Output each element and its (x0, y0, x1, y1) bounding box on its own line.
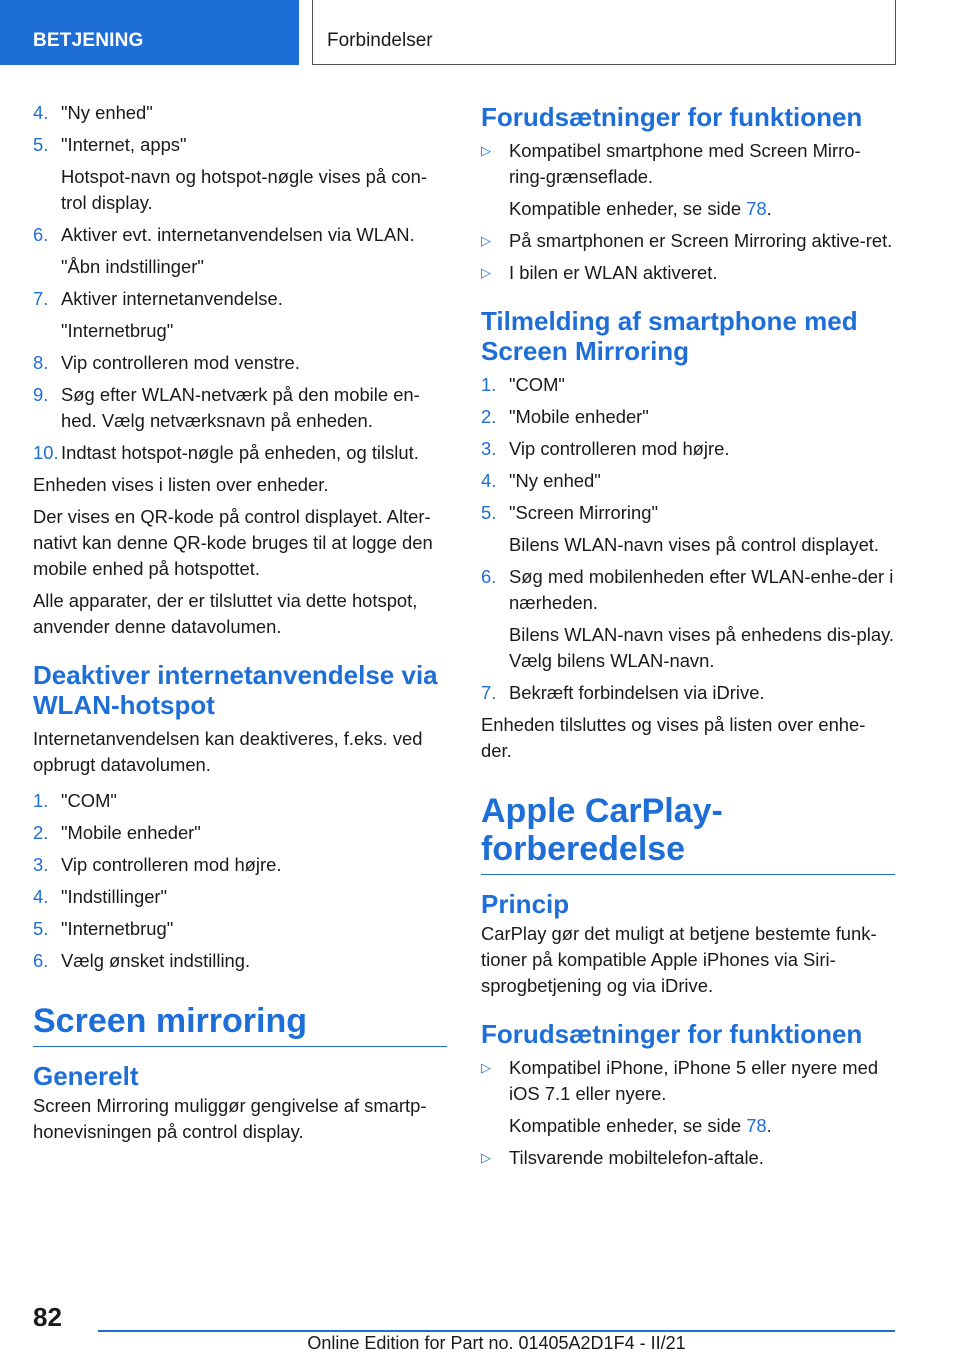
section-heading: Tilmelding af smartphone med Screen Mirroring (481, 306, 858, 366)
step-item (33, 132, 447, 158)
step-item (33, 788, 447, 814)
step-text: "Indstillinger" (61, 886, 168, 907)
footer-divider (98, 1330, 895, 1332)
page-reference-link[interactable]: 78 (746, 1115, 767, 1136)
step-subtext: Bilens WLAN-navn vises på enhedens dis-play. Vælg bilens WLAN-navn. (509, 624, 895, 671)
step-text: "Internetbrug" (61, 918, 174, 939)
step-item (481, 404, 895, 430)
step-number: 3. (33, 854, 49, 875)
footer-edition: Online Edition for Part no. 01405A2D1F4 - II/21 (307, 1333, 686, 1353)
step-number: 10. (33, 442, 59, 463)
section-heading: Forudsætninger for funktionen (481, 1019, 863, 1049)
step-item (481, 564, 895, 616)
paragraph: Enheden tilsluttes og vises på listen over enhe-der. (481, 714, 866, 761)
section-heading: Princip (481, 889, 570, 919)
step-number: 8. (33, 352, 49, 373)
right-column (481, 100, 895, 1177)
triangle-right-icon: ▷ (481, 265, 491, 280)
step-subtext: "Åbn indstillinger" (61, 256, 204, 277)
register-steps-list (481, 372, 895, 706)
section-heading: Forudsætninger for funktionen (481, 102, 863, 132)
step-text: "COM" (61, 790, 117, 811)
step-item (33, 286, 447, 312)
section-heading: Generelt (33, 1061, 139, 1091)
step-number: 6. (481, 566, 497, 587)
step-number: 4. (33, 886, 49, 907)
step-text: "Screen Mirroring" (509, 502, 658, 523)
step-item (481, 372, 895, 398)
header-chapter-tab (312, 0, 896, 65)
bullet-subtext: Kompatible enheder, se side 78. (509, 1115, 772, 1136)
step-item (481, 500, 895, 526)
step-number: 5. (33, 918, 49, 939)
triangle-right-icon: ▷ (481, 233, 491, 248)
step-number: 1. (481, 374, 497, 395)
page-reference-link[interactable]: 78 (746, 198, 767, 219)
bullet-subtext: Kompatible enheder, se side 78. (509, 198, 772, 219)
step-number: 6. (33, 950, 49, 971)
bullet-item: ▷ Kompatibel smartphone med Screen Mirro-ring-grænseflade. (481, 140, 861, 187)
deactivate-steps-list (33, 788, 447, 974)
bullet-item: ▷ Tilsvarende mobiltelefon-aftale. (481, 1145, 895, 1171)
step-item (481, 468, 895, 494)
step-number: 1. (33, 790, 49, 811)
step-text: Aktiver evt. internetanvendelsen via WLAN. (61, 224, 415, 245)
step-number: 4. (481, 470, 497, 491)
bullet-item: ▷ På smartphonen er Screen Mirroring aktive-ret. (481, 228, 895, 254)
step-text: Aktiver internetanvendelse. (61, 288, 283, 309)
step-text: Vip controlleren mod højre. (509, 438, 730, 459)
paragraph: Internetanvendelsen kan deaktiveres, f.eks. ved opbrugt datavolumen. (33, 728, 423, 775)
step-text: "Ny enhed" (509, 470, 601, 491)
step-item (33, 884, 447, 910)
step-item (33, 948, 447, 974)
step-number: 6. (33, 224, 49, 245)
step-text: Søg efter WLAN-netværk på den mobile en-hed. Vælg netværksnavn på enheden. (61, 384, 420, 431)
step-item (481, 436, 895, 462)
step-subtext: "Internetbrug" (61, 320, 174, 341)
step-item (33, 852, 447, 878)
step-number: 9. (33, 384, 49, 405)
step-number: 7. (481, 682, 497, 703)
step-item (481, 680, 895, 706)
left-column (33, 100, 447, 1151)
header-section-label: BETJENING (33, 30, 144, 51)
step-text: Vip controlleren mod højre. (61, 854, 282, 875)
triangle-right-icon: ▷ (481, 143, 491, 158)
step-number: 3. (481, 438, 497, 459)
step-number: 2. (33, 822, 49, 843)
step-text: "COM" (509, 374, 565, 395)
chapter-heading: Apple CarPlay-forberedelse (481, 792, 895, 875)
triangle-right-icon: ▷ (481, 1150, 491, 1165)
step-text: Vælg ønsket indstilling. (61, 950, 251, 971)
paragraph: Screen Mirroring muliggør gengivelse af smartp-honevisningen på control display. (33, 1095, 427, 1142)
paragraph: CarPlay gør det muligt at betjene bestemte funk-tioner på kompatible Apple iPhones via Siri-sprogbetjening og via iDrive. (481, 923, 877, 996)
step-subtext: Hotspot-navn og hotspot-nøgle vises på con-trol display. (61, 166, 427, 213)
step-number: 4. (33, 102, 49, 123)
step-item (33, 350, 447, 376)
step-text: Søg med mobilenheden efter WLAN-enhe-der i nærheden. (509, 566, 894, 613)
step-subtext: Bilens WLAN-navn vises på control displayet. (509, 534, 880, 555)
section-heading: Deaktiver internetanvendelse via WLAN-hotspot (33, 660, 438, 720)
bullet-item: ▷ Kompatibel iPhone, iPhone 5 eller nyere med iOS 7.1 eller nyere. (481, 1057, 879, 1104)
step-number: 7. (33, 288, 49, 309)
header-section-tab (0, 0, 299, 65)
step-item (33, 820, 447, 846)
step-text: "Mobile enheder" (61, 822, 201, 843)
step-number: 5. (481, 502, 497, 523)
step-item (33, 382, 447, 434)
paragraph: Enheden vises i listen over enheder. (33, 474, 329, 495)
step-text: Vip controlleren mod venstre. (61, 352, 300, 373)
hotspot-steps-list (33, 100, 447, 466)
step-text: "Internet, apps" (61, 134, 187, 155)
step-text: "Ny enhed" (61, 102, 153, 123)
page-number: 82 (33, 1302, 62, 1332)
paragraph: Der vises en QR-kode på control displayet. Alter-nativt kan denne QR-kode bruges til at logge den mobile enhed på hotspottet. (33, 506, 433, 579)
step-item (33, 440, 447, 466)
step-item (33, 916, 447, 942)
triangle-right-icon: ▷ (481, 1060, 491, 1075)
step-number: 5. (33, 134, 49, 155)
paragraph: Alle apparater, der er tilsluttet via dette hotspot, anvender denne datavolumen. (33, 590, 418, 637)
bullet-item: ▷ I bilen er WLAN aktiveret. (481, 260, 895, 286)
chapter-heading: Screen mirroring (33, 1002, 447, 1047)
step-number: 2. (481, 406, 497, 427)
step-item (33, 222, 447, 248)
header-chapter-label: Forbindelser (327, 30, 433, 51)
step-text: Bekræft forbindelsen via iDrive. (509, 682, 765, 703)
step-item (33, 100, 447, 126)
step-text: "Mobile enheder" (509, 406, 649, 427)
step-text: Indtast hotspot-nøgle på enheden, og tilslut. (61, 442, 419, 463)
